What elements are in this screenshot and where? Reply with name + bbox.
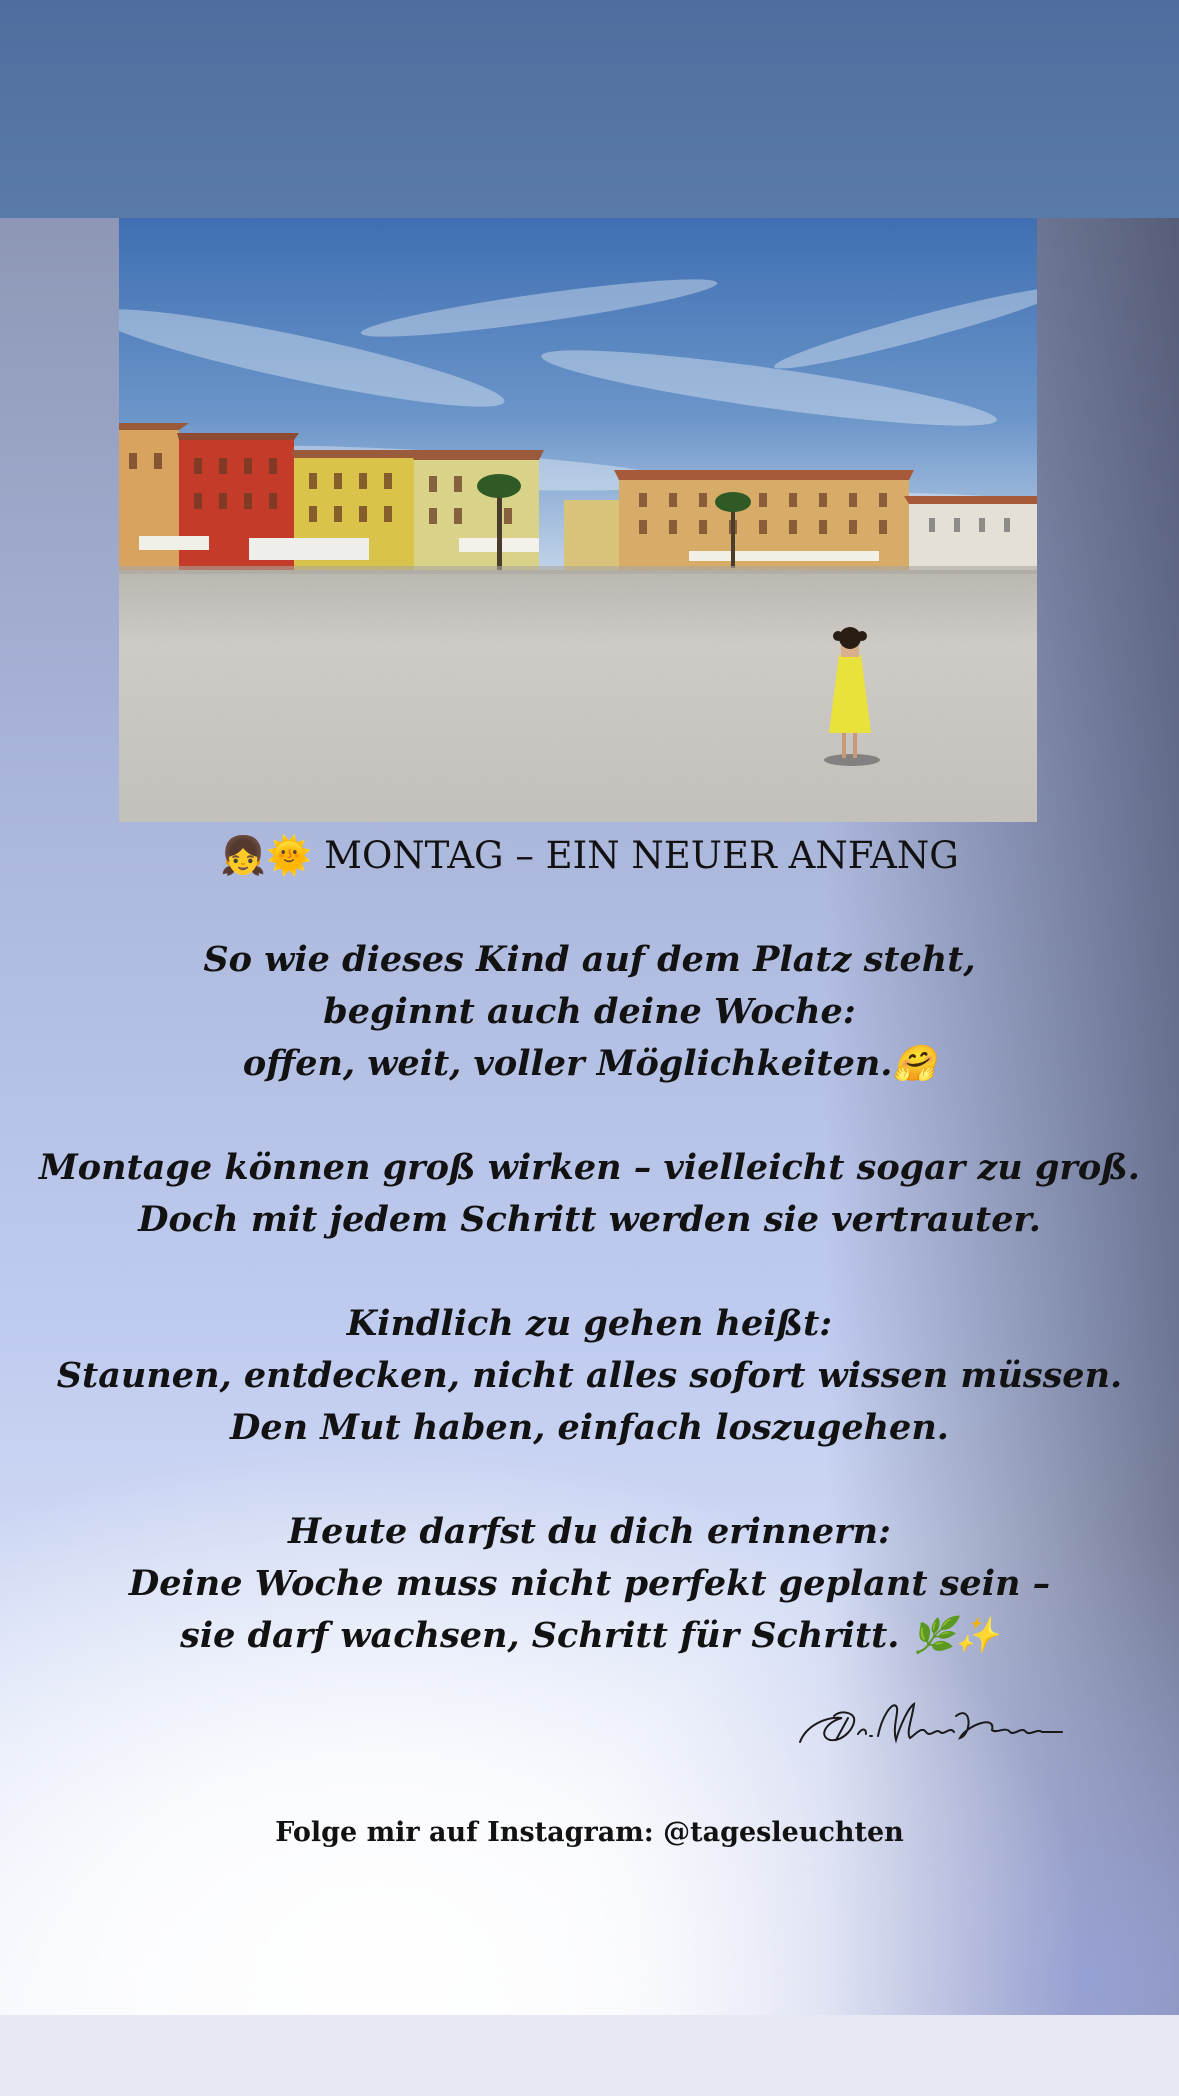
stanza-2: [0, 1142, 1179, 1246]
stanza-line: offen, weit, voller Möglichkeiten.🤗: [242, 1043, 937, 1084]
stanza-1: [0, 934, 1179, 1090]
stanza-line: beginnt auch deine Woche:: [323, 991, 856, 1032]
photo-illustration: [119, 218, 1037, 822]
top-band: [0, 0, 1179, 218]
stanza-line: Den Mut haben, einfach loszugehen.: [230, 1407, 949, 1448]
stanza-line: Kindlich zu gehen heißt:: [346, 1303, 833, 1344]
post-text: [0, 830, 1179, 1662]
stanza-line: Heute darfst du dich erinnern:: [288, 1511, 891, 1552]
signature-image: [796, 1696, 1066, 1756]
instagram-footer: Folge mir auf Instagram: @tagesleuchten: [275, 1817, 904, 1848]
stanza-line: Deine Woche muss nicht perfekt geplant sein –: [128, 1563, 1051, 1604]
stanza-line: Doch mit jedem Schritt werden sie vertrauter.: [138, 1199, 1041, 1240]
stanza-4: [0, 1506, 1179, 1662]
post-title: 👧🌞 MONTAG – EIN NEUER ANFANG: [220, 834, 959, 877]
post-card: [0, 218, 1179, 2015]
stanza-line: Montage können groß wirken – vielleicht sogar zu groß.: [39, 1147, 1140, 1188]
photo-piazza-child: [119, 218, 1037, 822]
stanza-3: [0, 1298, 1179, 1454]
stanza-line: Staunen, entdecken, nicht alles sofort wissen müssen.: [56, 1355, 1123, 1396]
stanza-line: sie darf wachsen, Schritt für Schritt. 🌿✨: [180, 1615, 999, 1656]
bottom-band: [0, 2015, 1179, 2096]
stanza-line: So wie dieses Kind auf dem Platz steht,: [203, 939, 976, 980]
